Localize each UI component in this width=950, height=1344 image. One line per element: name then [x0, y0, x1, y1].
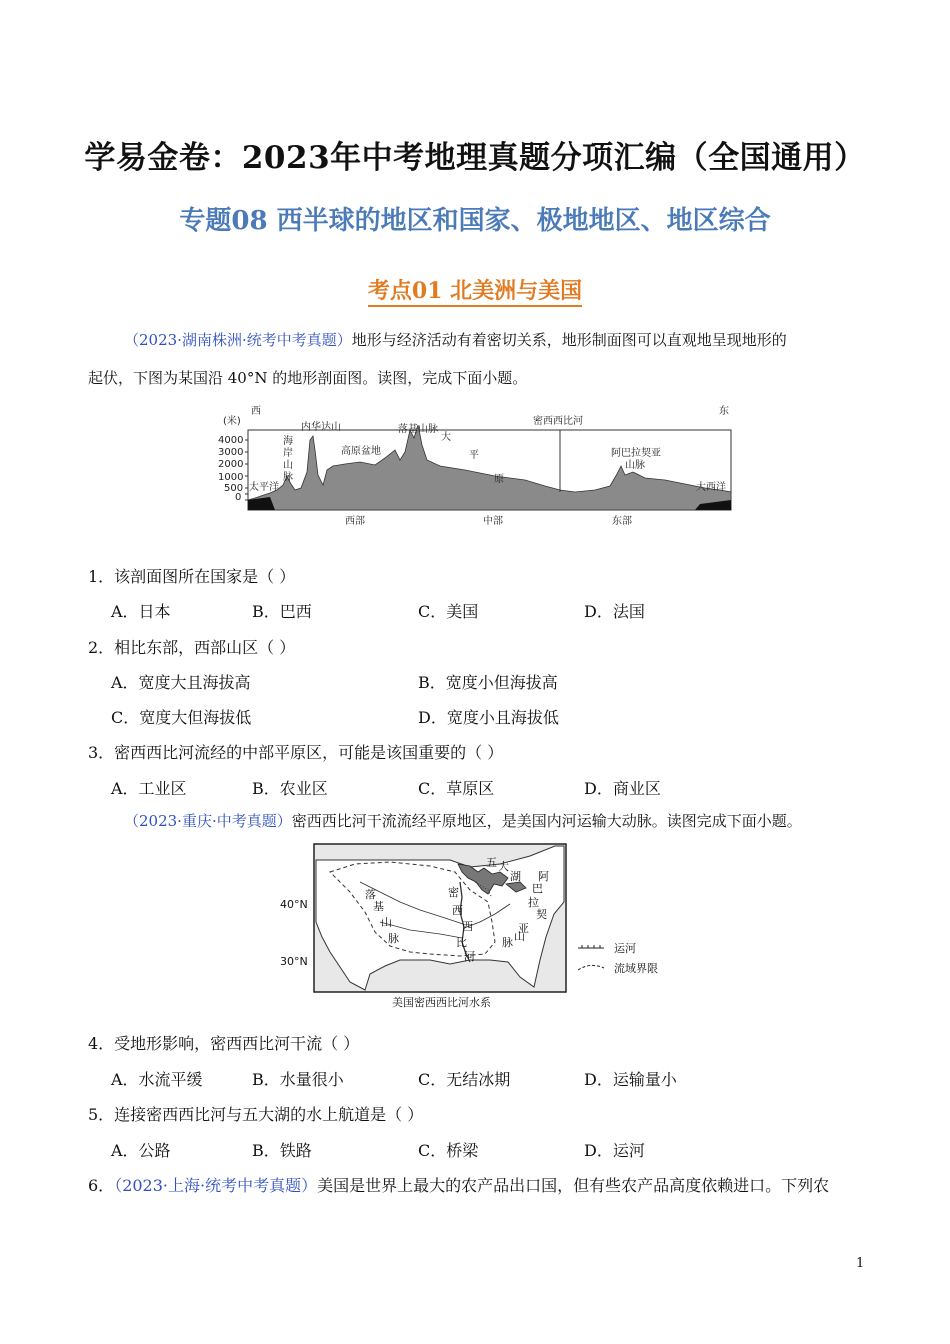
great-lakes-label-3: 湖	[510, 870, 521, 883]
terrain-profile-shape	[248, 425, 731, 510]
q3-option-c: C．草原区	[418, 779, 495, 798]
rocky-label-3: 山	[381, 916, 392, 929]
appal-label-4: 契	[536, 908, 547, 921]
terrain-profile-figure	[215, 400, 735, 530]
q1-option-d: D．法国	[584, 602, 645, 621]
q5-option-d: D．运河	[584, 1141, 645, 1160]
mississippi-map-figure	[270, 842, 680, 1012]
intro-text: 地形与经济活动有着密切关系，地形制面图可以直观地呈现地形的	[351, 331, 787, 349]
atlantic-label: 大西洋	[696, 482, 726, 493]
unit-label: (米)	[223, 416, 241, 427]
appal-label-5: 亚	[518, 922, 529, 935]
miss-label-5: 河	[464, 950, 475, 963]
basin-label: 高原盆地	[341, 446, 381, 457]
lat-30-label: 30°N	[280, 955, 308, 968]
q6-text: 美国是世界上最大的农产品出口国，但有些农产品高度依赖进口。下列农	[317, 1176, 830, 1195]
q3-option-a: A．工业区	[111, 779, 187, 798]
appalachian-label-2: 山脉	[625, 460, 645, 471]
page-number: 1	[856, 1256, 865, 1271]
y-tick-500: 500	[224, 483, 244, 494]
legend-basin-line	[578, 965, 604, 970]
y-tick-4000: 4000	[218, 435, 244, 446]
east-label: 东	[719, 406, 729, 417]
source-tag-2: （2023·重庆·中考真题）	[124, 812, 292, 830]
q1-option-b: B．巴西	[252, 602, 312, 621]
nevada-label: 内华达山	[301, 422, 341, 433]
appal-label-6: 山	[514, 930, 525, 943]
mississippi-label: 密西西比河	[533, 416, 583, 427]
q2-option-c: C．宽度大但海拔低	[111, 708, 252, 727]
coast-range-label-4: 脉	[283, 472, 293, 483]
q5-option-b: B．铁路	[252, 1141, 312, 1160]
topic-subtitle: 专题08 西半球的地区和国家、极地地区、地区综合	[179, 206, 771, 236]
region-central: 中部	[483, 516, 503, 527]
rocky-label: 落基山脉	[398, 424, 438, 435]
appal-label-1: 阿	[538, 870, 549, 883]
q2-option-b: B．宽度小但海拔高	[418, 673, 558, 692]
q4-option-b: B．水量很小	[252, 1070, 344, 1089]
question-6	[88, 1173, 878, 1196]
coast-range-label-1: 海	[283, 436, 293, 447]
legend-canal-label: 运河	[614, 942, 636, 955]
section-heading	[0, 274, 950, 305]
miss-label-2: 西	[452, 904, 463, 917]
section-heading-text: 考点01 北美洲与美国	[368, 278, 582, 307]
q4-option-d: D．运输量小	[584, 1070, 677, 1089]
appal-label-7: 脉	[502, 936, 513, 949]
q5-option-a: A．公路	[111, 1141, 171, 1160]
y-tick-0: 0	[235, 492, 242, 503]
appal-label-2: 巴	[532, 882, 543, 895]
intro-paragraph-1	[88, 322, 868, 358]
q6-number: 6．	[88, 1176, 115, 1195]
q4-option-a: A．水流平缓	[111, 1070, 203, 1089]
miss-label-3: 西	[462, 920, 473, 933]
question-3: 3．密西西比河流经的中部平原区，可能是该国重要的（ ）	[88, 743, 504, 762]
legend-basin-label: 流域界限	[614, 962, 658, 975]
miss-label-4: 比	[456, 936, 467, 949]
q4-option-c: C．无结冰期	[418, 1070, 511, 1089]
coast-range-label-3: 山	[283, 460, 293, 471]
rocky-label-1: 落	[365, 888, 376, 901]
coast-range-label-2: 岸	[283, 448, 293, 459]
q3-option-d: D．商业区	[584, 779, 661, 798]
appal-label-3: 拉	[528, 896, 539, 909]
pacific-label: 太平洋	[249, 482, 279, 493]
region-east: 东部	[612, 516, 632, 527]
q2-option-a: A．宽度大且海拔高	[111, 673, 251, 692]
appalachian-label-1: 阿巴拉契亚	[611, 448, 661, 459]
plain-label-3: 原	[494, 474, 504, 485]
question-4: 4．受地形影响，密西西比河干流（ ）	[88, 1034, 360, 1053]
west-label: 西	[251, 406, 261, 417]
rocky-label-4: 脉	[388, 932, 399, 945]
miss-label-1: 密	[448, 886, 459, 899]
y-tick-1000: 1000	[218, 472, 244, 483]
map-caption: 美国密西西比河水系	[392, 996, 491, 1009]
great-lakes-label-2: 大	[498, 860, 509, 873]
intro-paragraph-1b: 起伏，下图为某国沿 40°N 的地形剖面图。读图，完成下面小题。	[88, 369, 528, 387]
q6-source: （2023·上海·统考中考真题）	[114, 1176, 318, 1195]
q5-option-c: C．桥梁	[418, 1141, 479, 1160]
plain-label-1: 大	[441, 432, 451, 443]
q1-option-a: A．日本	[111, 602, 171, 621]
intro-paragraph-2	[88, 803, 868, 839]
y-tick-2000: 2000	[218, 459, 244, 470]
source-tag: （2023·湖南株洲·统考中考真题）	[124, 331, 352, 349]
question-5: 5．连接密西西比河与五大湖的水上航道是（ ）	[88, 1105, 424, 1124]
document-title: 学易金卷：2023年中考地理真题分项汇编（全国通用）	[84, 140, 866, 176]
q3-option-b: B．农业区	[252, 779, 328, 798]
y-tick-3000: 3000	[218, 447, 244, 458]
rocky-label-2: 基	[373, 900, 384, 913]
lat-40-label: 40°N	[280, 898, 308, 911]
intro-text-2: 密西西比河干流流经平原地区，是美国内河运输大动脉。读图完成下面小题。	[291, 812, 802, 830]
great-lakes-label-1: 五	[486, 856, 497, 869]
question-2: 2．相比东部，西部山区（ ）	[88, 638, 296, 657]
region-west: 西部	[345, 516, 365, 527]
question-1: 1．该剖面图所在国家是（ ）	[88, 567, 296, 586]
plain-label-2: 平	[469, 450, 479, 461]
q2-option-d: D．宽度小且海拔低	[418, 708, 559, 727]
q1-option-c: C．美国	[418, 602, 479, 621]
